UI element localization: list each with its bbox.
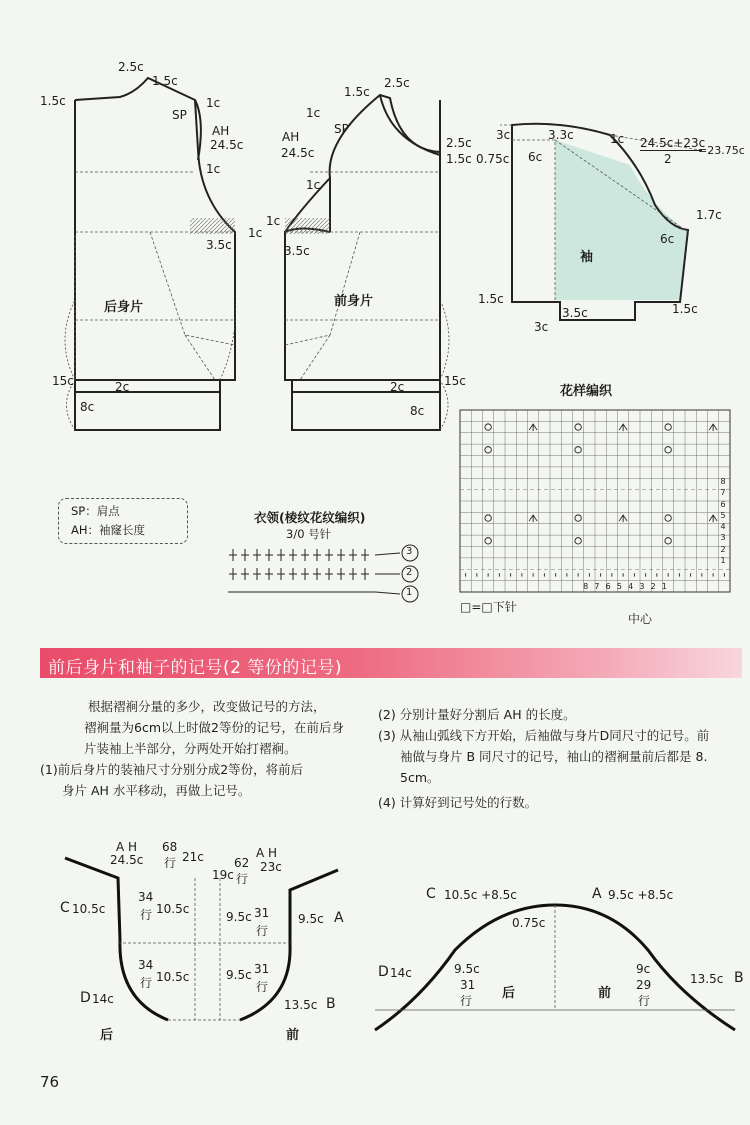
stitch-right-numbers	[716, 476, 730, 566]
sc-95c: 9.5c	[454, 962, 480, 976]
bl-A: A	[334, 910, 344, 926]
back-neck-depth: 1.5c	[152, 74, 178, 88]
sc-back: 后	[502, 986, 516, 1001]
stitch-center-label: 中心	[628, 612, 653, 626]
back-armhole-1c-b: 1c	[248, 226, 263, 240]
sc-D-val: 14c	[390, 966, 412, 980]
bl-rows-34a: 34	[138, 890, 154, 904]
stitch-legend: □=□下针	[460, 600, 517, 614]
stitch-col-number: 6	[605, 582, 611, 591]
sleeve-6c: 6c	[528, 150, 543, 164]
front-neck-25: 2.5c	[384, 76, 410, 90]
collar-stitch-mark	[265, 568, 273, 580]
front-ah-value: 24.5c	[281, 146, 315, 160]
back-sp-label: SP	[172, 108, 187, 122]
sc-C-val: 10.5c +8.5c	[444, 888, 517, 902]
front-body-name: 前身片	[334, 294, 374, 309]
sleeve-6c-b: 6c	[660, 232, 675, 246]
stitch-row-number: 3	[720, 533, 726, 543]
collar-stitch-mark	[349, 568, 357, 580]
back-shoulder-right: 1c	[206, 96, 221, 110]
bl-ah-left: A H	[116, 840, 138, 854]
bl-rows-34b: 34	[138, 958, 154, 972]
sleeve-3c-b: 3c	[534, 320, 549, 334]
left-line-4: (1)前后身片的装袖尺寸分别分成2等份，将前后	[40, 762, 304, 777]
collar-stitch-mark	[241, 549, 249, 561]
collar-stitch-mark	[241, 568, 249, 580]
bl-14c: 14c	[92, 992, 114, 1006]
right-text-block	[378, 704, 746, 813]
sc-A: A	[592, 886, 602, 902]
front-ah-label: AH	[282, 130, 300, 144]
collar-stitch-mark	[361, 568, 369, 580]
bl-C-val: 10.5c	[72, 902, 106, 916]
section-title: 前后身片和袖子的记号(2 等份的记号)	[48, 658, 342, 678]
bl-rows-31a: 31	[254, 906, 270, 920]
left-line-2: 褶裥量为6cm以上时做2等份的记号，在前后身	[84, 720, 344, 735]
sleeve-33c: 3.3c	[548, 128, 574, 142]
collar-stitch-mark	[313, 568, 321, 580]
collar-stitch-mark	[361, 549, 369, 561]
stitch-decrease-mark	[529, 424, 537, 431]
sleeve-1c: 1c	[610, 132, 625, 146]
collar-stitch-mark	[313, 549, 321, 561]
left-line-5: 身片 AH 水平移动，再做上记号。	[62, 783, 251, 798]
back-ah-label: AH	[212, 124, 230, 138]
stitch-circle-mark	[575, 538, 581, 544]
stitch-row-number: 7	[720, 488, 726, 498]
bl-105c: 10.5c	[156, 970, 190, 984]
left-text-block	[40, 696, 360, 801]
back-armhole-1c: 1c	[206, 162, 221, 176]
back-hem-15: 15c	[52, 374, 74, 388]
front-hem-15: 15c	[444, 374, 466, 388]
section-banner	[40, 648, 742, 678]
bl-rows-31b: 31	[254, 962, 270, 976]
bl-rows-68-unit: 行	[164, 856, 177, 870]
stitch-row-number: 8	[720, 477, 726, 486]
sleeve-17c: 1.7c	[696, 208, 722, 222]
bl-95A: 9.5c	[298, 912, 324, 926]
sleeve-name: 袖	[580, 250, 594, 265]
collar-stitch-mark	[325, 549, 333, 561]
back-neck-width: 2.5c	[118, 60, 144, 74]
bl-95b: 9.5c	[226, 968, 252, 982]
front-armhole-1c-b: 1c	[266, 214, 281, 228]
sc-rows-31: 31	[460, 978, 476, 992]
bl-19c: 19c	[212, 868, 234, 882]
stitch-col-number: 7	[594, 582, 600, 591]
collar-stitch-mark	[277, 568, 285, 580]
bl-105b: 10.5c	[156, 902, 190, 916]
collar-stitch-mark	[289, 549, 297, 561]
bl-rows-31b-unit: 行	[256, 980, 269, 994]
collar-stitch-mark	[265, 549, 273, 561]
legend-sp: SP：肩点	[71, 504, 120, 518]
right-line-5: (4) 计算好到记号处的行数。	[378, 795, 538, 810]
stitch-col-number: 4	[628, 582, 634, 591]
sleeve-formula-bot: 2	[664, 152, 672, 166]
bl-rows-34b-unit: 行	[140, 976, 153, 990]
stitch-decrease-mark	[529, 515, 537, 522]
bl-ah-right: A H	[256, 846, 278, 860]
stitch-circle-mark	[575, 424, 581, 430]
abbreviation-legend	[58, 498, 188, 544]
back-hem-8: 8c	[80, 400, 95, 414]
stitch-circle-mark	[485, 515, 491, 521]
front-shoulder-1c: 1c	[306, 106, 321, 120]
stitch-circle-mark	[575, 447, 581, 453]
right-line-3: 袖做与身片 B 同尺寸的记号，袖山的褶裥量前后都是 8.	[400, 749, 708, 764]
stitch-row-number: 1	[720, 556, 726, 566]
back-body-name: 后身片	[104, 300, 144, 315]
front-sp-label: SP	[334, 122, 349, 136]
sc-9c: 9c	[636, 962, 651, 976]
collar-row-2: 2	[406, 567, 413, 578]
front-neck-15b: 1.5c	[446, 152, 472, 166]
right-line-2: (3) 从袖山弧线下方开始，后袖做与身片D同尺寸的记号。前	[378, 728, 710, 743]
bl-D: D	[80, 990, 91, 1006]
sleeve-15c-left: 1.5c	[478, 292, 504, 306]
front-neck-15: 1.5c	[344, 85, 370, 99]
stitch-circle-mark	[665, 538, 671, 544]
bl-rows-62-unit: 行	[236, 872, 249, 886]
stitch-circle-mark	[665, 447, 671, 453]
formula-bar	[640, 150, 702, 151]
stitch-row-number: 5	[720, 510, 726, 520]
sc-135c: 13.5c	[690, 972, 724, 986]
stitch-circle-mark	[485, 424, 491, 430]
collar-needle: 3/0 号针	[286, 527, 332, 541]
sleeve-3c: 3c	[496, 128, 511, 142]
back-armhole-35: 3.5c	[206, 238, 232, 252]
sleeve-15c-right: 1.5c	[672, 302, 698, 316]
sleeve-formula-top: 24.5c+23c	[640, 136, 706, 150]
bl-rows-68: 68	[162, 840, 178, 854]
stitch-col-number: 8	[583, 582, 589, 591]
collar-stitch-mark	[349, 549, 357, 561]
sc-C: C	[426, 886, 436, 902]
page-number: 76	[40, 1073, 60, 1091]
front-hem-2: 2c	[390, 380, 405, 394]
stitch-decrease-mark	[619, 515, 627, 522]
right-line-1: (2) 分别计量好分割后 AH 的长度。	[378, 707, 576, 722]
bl-rows-62: 62	[234, 856, 250, 870]
front-neck-25b: 2.5c	[446, 136, 472, 150]
collar-stitch-mark	[229, 549, 237, 561]
bl-back: 后	[100, 1028, 114, 1043]
left-line-1: 根据褶裥分量的多少，改变做记号的方法，	[88, 699, 326, 714]
stitch-col-number: 2	[650, 582, 656, 591]
stitch-col-number: 1	[661, 582, 667, 591]
front-hem-8: 8c	[410, 404, 425, 418]
stitch-decrease-mark	[619, 424, 627, 431]
collar-stitch-mark	[229, 568, 237, 580]
sc-075: 0.75c	[512, 916, 546, 930]
stitch-circle-mark	[575, 515, 581, 521]
collar-stitch-mark	[301, 549, 309, 561]
bl-ah-right-val: 23c	[260, 860, 282, 874]
stitch-col-number: 3	[639, 582, 645, 591]
stitch-row-number: 4	[720, 522, 726, 532]
collar-stitch-mark	[253, 549, 261, 561]
back-ah-value: 24.5c	[210, 138, 244, 152]
collar-stitch-mark	[277, 549, 285, 561]
bl-21c: 21c	[182, 850, 204, 864]
collar-stitch-mark	[325, 568, 333, 580]
sleeve-formula-result: =23.75c	[698, 144, 745, 157]
stitch-circle-mark	[485, 447, 491, 453]
bl-ah-left-val: 24.5c	[110, 853, 144, 867]
bl-C: C	[60, 900, 70, 916]
sc-front: 前	[598, 986, 612, 1001]
sc-A-val: 9.5c +8.5c	[608, 888, 674, 902]
sc-B: B	[734, 970, 744, 986]
collar-stitch-mark	[337, 549, 345, 561]
sleeve-35c: 3.5c	[562, 306, 588, 320]
bl-rows-34a-unit: 行	[140, 908, 153, 922]
bl-rows-31a-unit: 行	[256, 924, 269, 938]
left-line-3: 片装袖上半部分，分两处开始打褶裥。	[84, 741, 297, 756]
back-shoulder-left: 1.5c	[40, 94, 66, 108]
collar-stitch-mark	[253, 568, 261, 580]
bl-front: 前	[286, 1028, 300, 1043]
bl-135c: 13.5c	[284, 998, 318, 1012]
collar-row-1: 1	[406, 587, 413, 598]
sleeve-075: 0.75c	[476, 152, 510, 166]
stitch-row-number: 2	[720, 544, 726, 554]
stitch-row-number: 6	[720, 499, 726, 509]
stitch-decrease-mark	[709, 424, 717, 431]
back-hem-2: 2c	[115, 380, 130, 394]
collar-row-3: 3	[406, 546, 413, 557]
collar-title: 衣领(棱纹花纹编织)	[254, 510, 366, 525]
stitch-col-number: 5	[616, 582, 622, 591]
stitch-chart-title: 花样编织	[560, 384, 613, 399]
sc-rows-29: 29	[636, 978, 652, 992]
bl-B: B	[326, 996, 336, 1012]
collar-stitch-mark	[337, 568, 345, 580]
stitch-circle-mark	[665, 515, 671, 521]
stitch-circle-mark	[665, 424, 671, 430]
sc-rows-29-unit: 行	[638, 994, 651, 1008]
collar-stitch-mark	[289, 568, 297, 580]
collar-stitch-mark	[301, 568, 309, 580]
front-armhole-1c: 1c	[306, 178, 321, 192]
right-line-4: 5cm。	[400, 770, 440, 785]
front-armhole-35: 3.5c	[284, 244, 310, 258]
stitch-circle-mark	[485, 538, 491, 544]
legend-ah: AH：袖窿长度	[71, 523, 146, 537]
sc-rows-31-unit: 行	[460, 994, 473, 1008]
sc-D: D	[378, 964, 389, 980]
bl-95a: 9.5c	[226, 910, 252, 924]
